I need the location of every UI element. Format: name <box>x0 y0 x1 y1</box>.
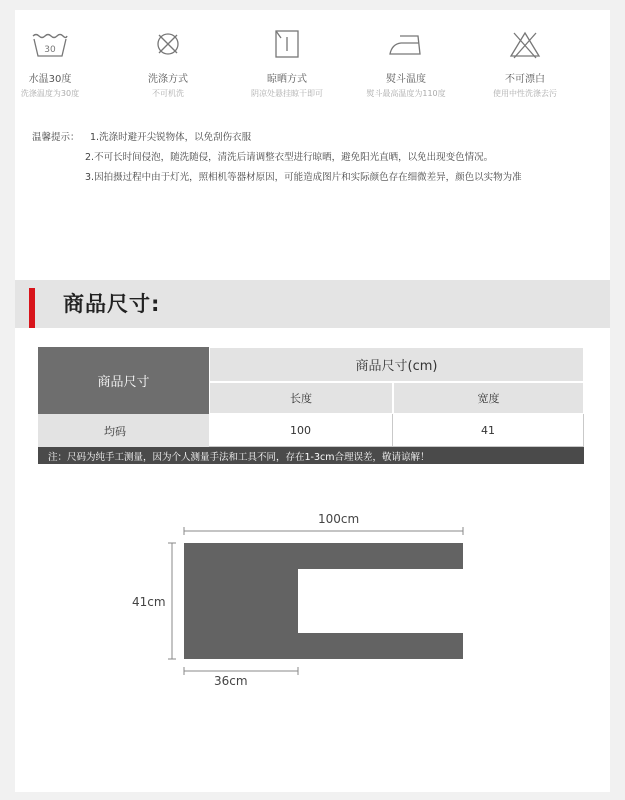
care-item-bleach <box>465 28 585 99</box>
care-title: 洗涤方式 <box>148 74 188 85</box>
section-header <box>15 280 610 328</box>
wash-30-icon <box>30 28 70 60</box>
care-item-ironing <box>346 28 466 99</box>
table-col-length: 长度 <box>209 382 393 414</box>
care-item-wash-temp <box>0 28 110 99</box>
wash-temp-value: 30 <box>44 45 56 55</box>
care-title: 晾晒方式 <box>267 74 307 85</box>
care-subtitle: 使用中性洗涤去污 <box>493 89 557 98</box>
section-title: 商品尺寸: <box>63 292 161 316</box>
line-dry-shade-icon <box>267 28 307 60</box>
tip-line: 3.因拍摄过程中由于灯光，照相机等器材原因，可能造成图片和实际颜色存在细微差异，颜色以实物为准 <box>85 172 522 183</box>
width-label: 41cm <box>132 595 166 609</box>
section-accent-bar <box>29 288 35 328</box>
care-subtitle: 熨斗最高温度为110度 <box>366 89 446 98</box>
table-cell-length: 100 <box>209 414 393 447</box>
table-cell-width: 41 <box>393 414 584 447</box>
care-subtitle: 阴凉处悬挂晾干即可 <box>251 89 323 98</box>
tip-line: 1.洗涤时避开尖锐物体，以免刮伤衣服 <box>90 132 252 143</box>
care-instructions <box>15 28 610 118</box>
length-label: 100cm <box>318 512 360 526</box>
tip-line: 2.不可长时间侵泡，随洗随侵，清洗后请调整衣型进行晾晒，避免阳光直晒，以免出现变色情况。 <box>85 152 494 163</box>
no-machine-wash-icon <box>148 28 188 60</box>
table-row-label: 均码 <box>38 414 209 447</box>
iron-icon <box>386 28 426 60</box>
care-subtitle: 不可机洗 <box>152 89 184 98</box>
table-col-header: 商品尺寸(cm) <box>209 347 584 382</box>
tips-label: 温馨提示： <box>32 132 80 143</box>
table-row-header: 商品尺寸 <box>38 347 209 414</box>
care-title: 不可漂白 <box>505 74 545 85</box>
table-note: 注：尺码为纯手工测量，因为个人测量手法和工具不同，存在1-3cm合理误差，敬请谅解！ <box>38 447 584 464</box>
care-title: 水温30度 <box>28 74 72 85</box>
care-title: 熨斗温度 <box>386 74 426 85</box>
table-col-width: 宽度 <box>393 382 584 414</box>
no-bleach-icon <box>505 28 545 60</box>
care-item-drying <box>227 28 347 99</box>
inner-label: 36cm <box>214 674 248 688</box>
care-item-wash-method <box>108 28 228 99</box>
care-subtitle: 洗涤温度为30度 <box>20 89 80 98</box>
